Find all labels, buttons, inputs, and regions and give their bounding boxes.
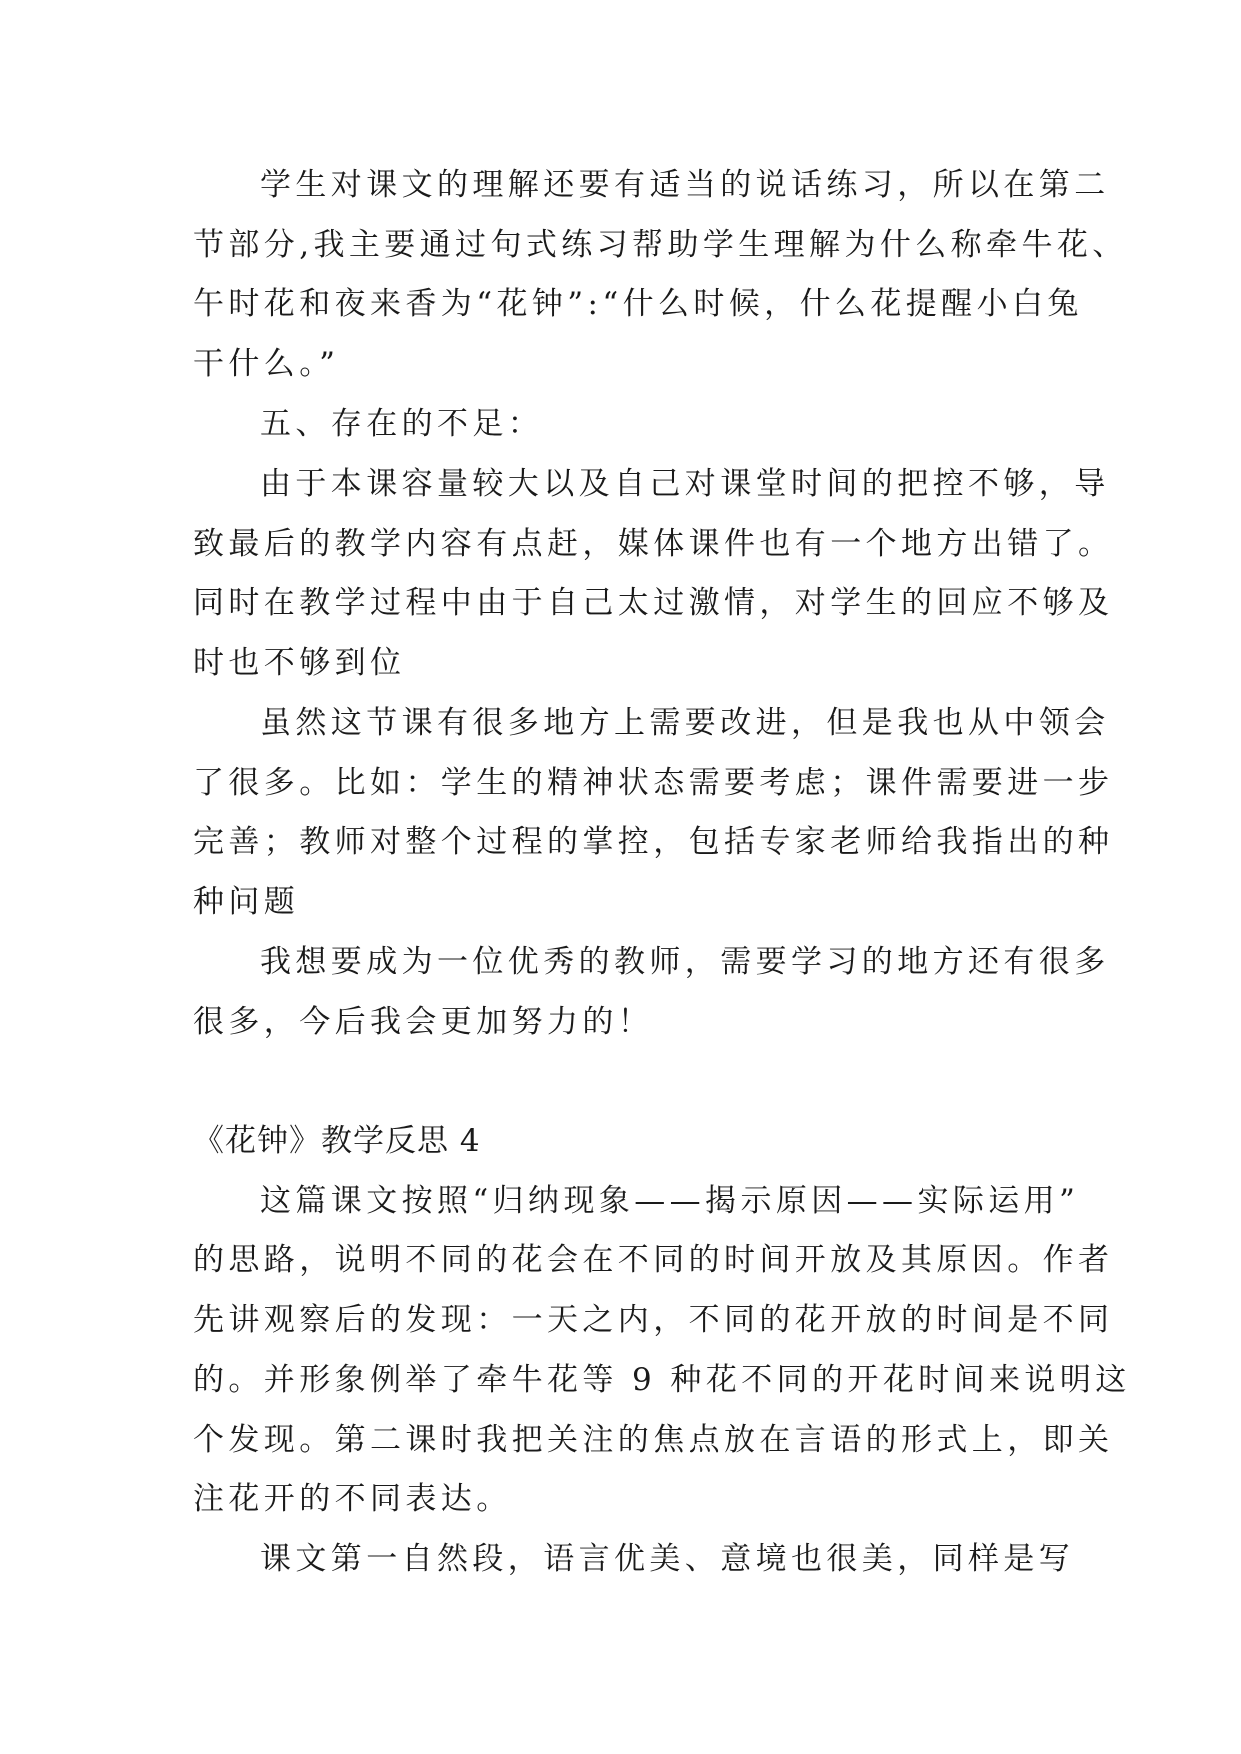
text-line: 课文第一自然段，语言优美、意境也很美，同样是写 bbox=[260, 1541, 1075, 1577]
text-line: 的。并形象例举了牵牛花等 9 种花不同的开花时间来说明这 bbox=[193, 1362, 1131, 1398]
text-line: 注花开的不同表达。 bbox=[193, 1481, 512, 1517]
text-line: 同时在教学过程中由于自己太过激情，对学生的回应不够及 bbox=[193, 585, 1114, 621]
text-line: 这篇课文按照“归纳现象——揭示原因——实际运用” bbox=[260, 1183, 1080, 1219]
section-heading: 《花钟》教学反思 4 bbox=[193, 1123, 481, 1159]
text-line: 节部分,我主要通过句式练习帮助学生理解为什么称牵牛花、 bbox=[193, 227, 1128, 263]
text-line: 个发现。第二课时我把关注的焦点放在言语的形式上，即关 bbox=[193, 1422, 1114, 1458]
text-line: 五、存在的不足： bbox=[260, 406, 544, 442]
text-line: 虽然这节课有很多地方上需要改进，但是我也从中领会 bbox=[260, 705, 1110, 741]
text-line: 由于本课容量较大以及自己对课堂时间的把控不够，导 bbox=[260, 466, 1110, 502]
text-line: 了很多。比如：学生的精神状态需要考虑；课件需要进一步 bbox=[193, 765, 1114, 801]
text-line: 干什么。” bbox=[193, 346, 340, 382]
text-line: 的思路，说明不同的花会在不同的时间开放及其原因。作者 bbox=[193, 1242, 1114, 1278]
text-line: 完善；教师对整个过程的掌控，包括专家老师给我指出的种 bbox=[193, 824, 1114, 860]
text-line: 我想要成为一位优秀的教师，需要学习的地方还有很多 bbox=[260, 944, 1110, 980]
text-line: 时也不够到位 bbox=[193, 645, 406, 681]
text-line: 先讲观察后的发现：一天之内，不同的花开放的时间是不同 bbox=[193, 1302, 1114, 1338]
text-line: 很多，今后我会更加努力的！ bbox=[193, 1004, 654, 1040]
text-line: 学生对课文的理解还要有适当的说话练习，所以在第二 bbox=[260, 167, 1110, 203]
text-line: 种问题 bbox=[193, 884, 300, 920]
text-line: 致最后的教学内容有点赶，媒体课件也有一个地方出错了。 bbox=[193, 526, 1114, 562]
text-line: 午时花和夜来香为“花钟”:“什么时候，什么花提醒小白兔 bbox=[193, 286, 1083, 322]
